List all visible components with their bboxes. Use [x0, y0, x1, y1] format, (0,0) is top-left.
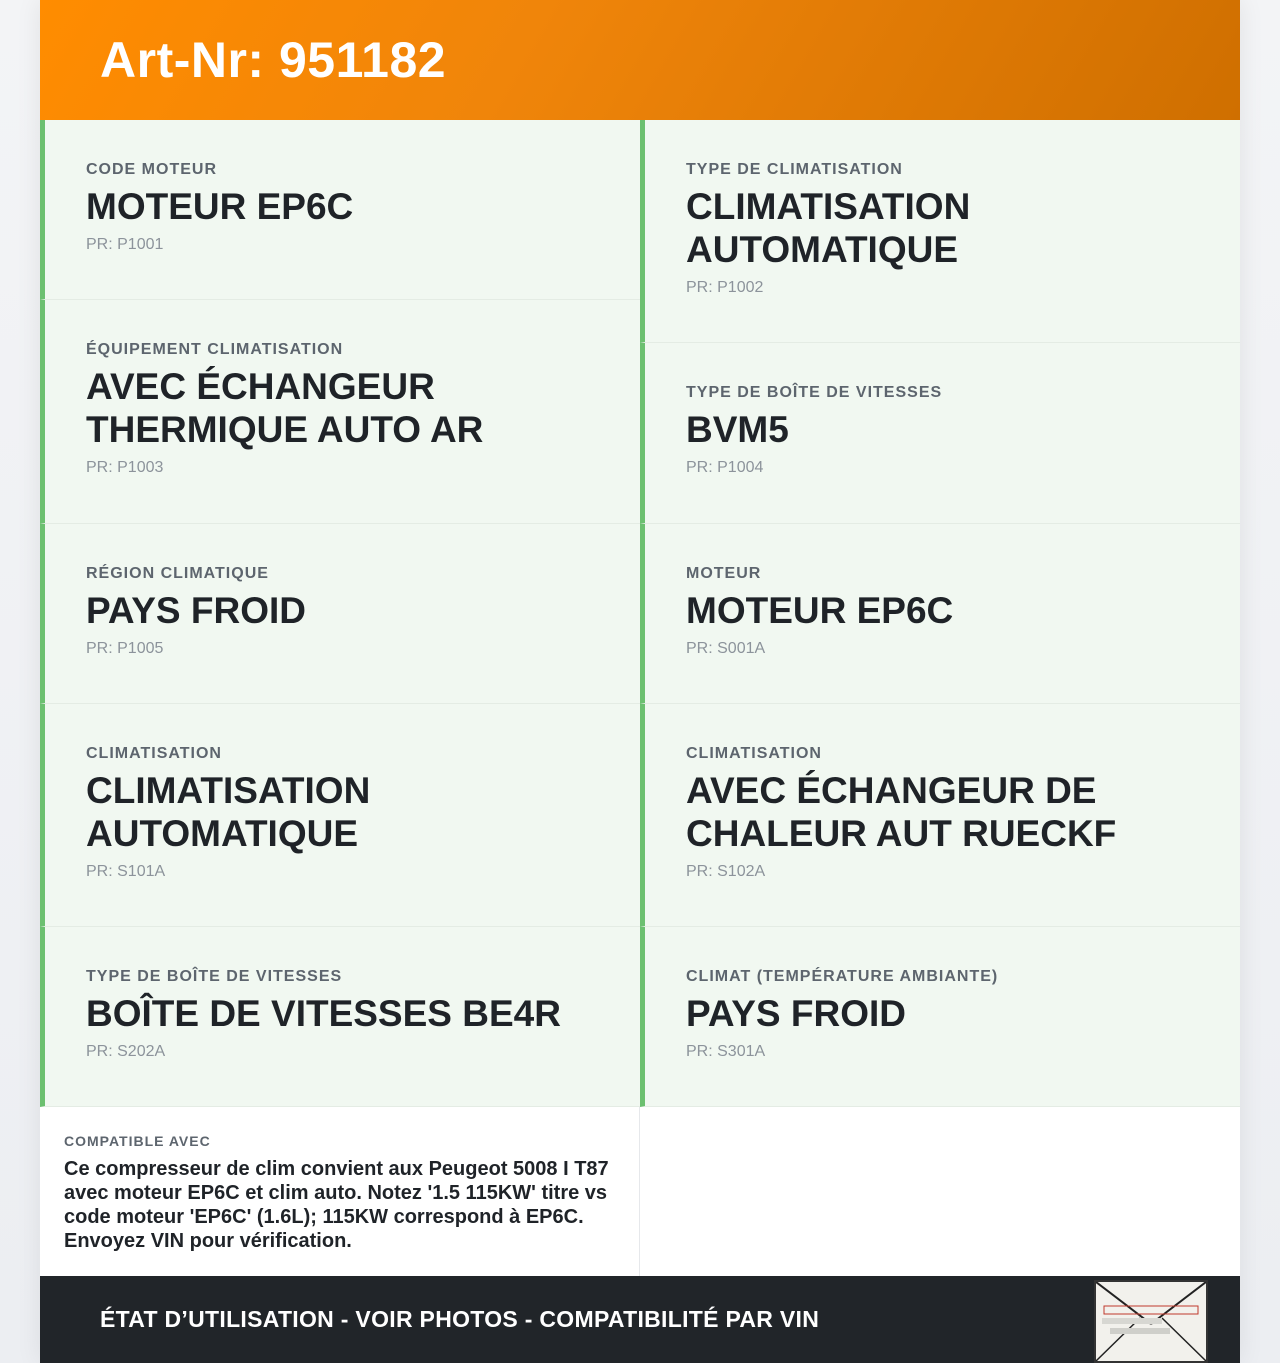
spec-pr-code: PR: P1001 — [86, 236, 164, 253]
spec-card — [640, 927, 1240, 1107]
spec-label: MOTEUR — [686, 565, 762, 582]
footer-bar — [40, 1276, 1240, 1363]
spec-card — [640, 524, 1240, 704]
spec-pr-code: PR: P1004 — [686, 459, 764, 476]
spec-pr-code: PR: S101A — [86, 863, 166, 880]
spec-label: TYPE DE BOÎTE DE VITESSES — [686, 384, 943, 401]
spec-label: TYPE DE CLIMATISATION — [686, 161, 903, 178]
spec-pr-code: PR: P1003 — [86, 459, 164, 476]
spec-label: CLIMAT (TEMPÉRATURE AMBIANTE) — [686, 968, 999, 985]
spec-grid — [40, 120, 1240, 1107]
footer-text: ÉTAT D’UTILISATION - VOIR PHOTOS - COMPATIBILITÉ PAR VIN — [100, 1306, 820, 1332]
spec-pr-code: PR: S102A — [686, 863, 766, 880]
spec-pr-code: PR: P1005 — [86, 640, 164, 657]
spec-label: ÉQUIPEMENT CLIMATISATION — [86, 341, 344, 358]
spec-column-left — [40, 120, 640, 1107]
spec-card — [640, 704, 1240, 927]
spec-label: CODE MOTEUR — [86, 161, 217, 178]
spec-label: CLIMATISATION — [686, 745, 822, 762]
spec-value: PAYS FROID — [86, 590, 306, 631]
spec-value: BOÎTE DE VITESSES BE4R — [86, 993, 561, 1034]
spec-value: AVEC ÉCHANGEUR DE CHALEUR AUT RUECKF — [686, 770, 1117, 854]
header-banner — [40, 0, 1240, 120]
spec-value: AVEC ÉCHANGEUR THERMIQUE AUTO AR — [86, 366, 484, 450]
spec-card — [640, 343, 1240, 524]
spec-pr-code: PR: S001A — [686, 640, 766, 657]
product-sheet — [40, 0, 1240, 1363]
spec-label: TYPE DE BOÎTE DE VITESSES — [86, 968, 343, 985]
spec-pr-code: PR: S301A — [686, 1043, 766, 1060]
envelope-stamp-image — [1094, 1280, 1208, 1363]
compatibility-box — [40, 1107, 640, 1277]
spec-value: MOTEUR EP6C — [686, 590, 954, 631]
compatibility-label: COMPATIBLE AVEC — [64, 1133, 211, 1149]
envelope-icon — [1096, 1282, 1206, 1361]
spec-value: MOTEUR EP6C — [86, 186, 354, 227]
compatibility-section — [40, 1107, 1240, 1277]
spec-pr-code: PR: P1002 — [686, 279, 764, 296]
spec-card — [40, 927, 640, 1107]
spec-value: BVM5 — [686, 409, 789, 450]
compatibility-text: Ce compresseur de clim convient aux Peugeot 5008 I T87 avec moteur EP6C et clim auto. Notez '1.5 115KW' titre vs code moteur 'EP6C' (1.6L); 115KW correspond à EP6C. Envoyez VIN pour vérification. — [64, 1158, 609, 1252]
spec-card — [40, 120, 640, 300]
spec-value: CLIMATISATION AUTOMATIQUE — [686, 186, 971, 270]
spec-label: CLIMATISATION — [86, 745, 222, 762]
spec-card — [640, 120, 1240, 343]
spec-card — [40, 704, 640, 927]
spec-card — [40, 300, 640, 524]
spec-value: CLIMATISATION AUTOMATIQUE — [86, 770, 371, 854]
spec-pr-code: PR: S202A — [86, 1043, 166, 1060]
spec-column-right — [640, 120, 1240, 1107]
spec-card — [40, 524, 640, 704]
spec-label: RÉGION CLIMATIQUE — [86, 565, 269, 582]
spec-value: PAYS FROID — [686, 993, 906, 1034]
article-number-title: Art-Nr: 951182 — [100, 32, 447, 88]
